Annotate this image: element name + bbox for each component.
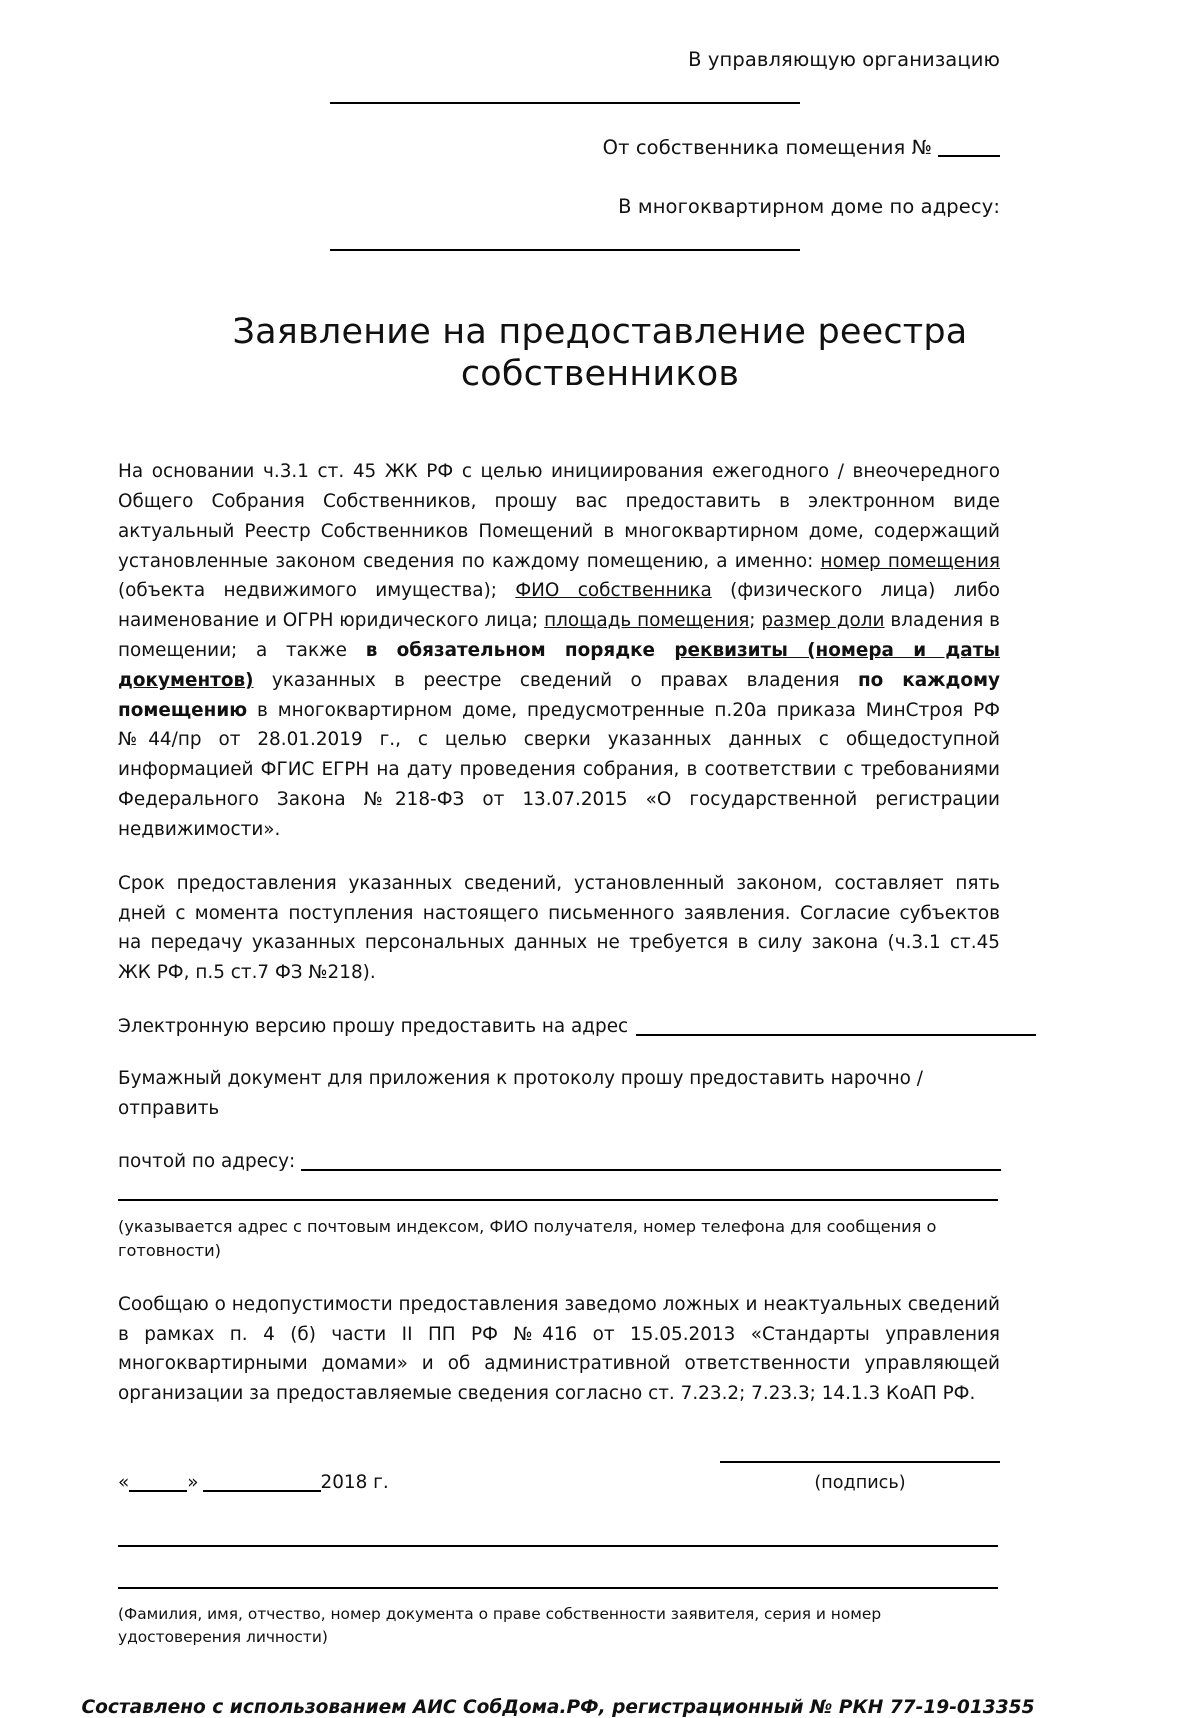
- date-month-blank[interactable]: [203, 1490, 321, 1492]
- paragraph-deadline: Срок предоставления указанных сведений, установленный законом, составляет пять дней с момента поступления настоящего письменного заявления. Согласие субъектов на передачу указанных персональных данных не требуется в силу закона (ч.3.1 ст.45 ЖК РФ, п.5 ст.7 ФЗ №218).: [118, 872, 1000, 984]
- electronic-delivery-line: [118, 1012, 1000, 1042]
- building-address-line: В многоквартирном доме по адресу:: [618, 194, 1000, 218]
- p1-seg-07: ;: [749, 610, 762, 632]
- p1-seg-01: На основании ч.3.1 ст. 45 ЖК РФ с целью инициирования ежегодного / внеочередного Общего Собрания Собственников, прошу вас предоставить в электронном виде актуальный Реестр Собственников Помещений в многоквартирном доме, содержащий установленные законом сведения по каждому помещению, а именно:: [118, 461, 1000, 572]
- document-footer: Составлено с использованием АИС СобДома.РФ, регистрационный № РКН 77-19-013355: [81, 1697, 1035, 1718]
- owner-line-label: От собственника помещения №: [602, 136, 932, 160]
- quote-close: »: [187, 1472, 199, 1494]
- p1-seg-09: владения в помещении; а также: [118, 610, 1001, 661]
- quote-open: «: [118, 1472, 130, 1494]
- p1-seg-03: (объекта недвижимого имущества);: [118, 580, 516, 602]
- email-address-blank[interactable]: [636, 1034, 1036, 1036]
- owner-line: [0, 136, 1000, 160]
- identity-blank-second[interactable]: [118, 1587, 998, 1589]
- p1-underline-owner-name: ФИО собственника: [515, 580, 712, 602]
- date-line: [118, 1472, 389, 1493]
- signature-block: [720, 1461, 1000, 1493]
- p1-underline-share-size: размер доли: [761, 610, 885, 632]
- p1-bold-each-room: по каждому помещению: [118, 669, 1000, 721]
- signature-blank[interactable]: [720, 1461, 1000, 1463]
- postal-address-note: (указывается адрес с почтовым индексом, ФИО получателя, номер телефона для сообщения о готовности): [118, 1217, 937, 1261]
- date-year: 2018 г.: [320, 1472, 389, 1494]
- p1-seg-05: (физического лица) либо наименование и ОГРН юридического лица;: [118, 580, 1000, 632]
- page-title: Заявление на предоставление реестра собственников: [232, 312, 968, 395]
- building-address-blank[interactable]: [330, 249, 800, 251]
- postal-address-line: [118, 1147, 1000, 1177]
- signature-caption: (подпись): [814, 1473, 906, 1494]
- paragraph-liability: Сообщаю о недопустимости предоставления заведомо ложных и неактуальных сведений в рамках п. 4 (б) части II ПП РФ №416 от 15.05.2013 «Стандарты управления многоквартирными домами» и об административной ответственности управляющей организации за предоставляемые сведения согласно ст. 7.23.2; 7.23.3; 14.1.3 КоАП РФ.: [118, 1293, 1000, 1405]
- paper-delivery-line: Бумажный документ для приложения к протоколу прошу предоставить нарочно / отправить: [118, 1067, 923, 1119]
- signature-row: [118, 1461, 1000, 1493]
- identity-note: (Фамилия, имя, отчество, номер документа о праве собственности заявителя, серия и номер удостоверения личности): [118, 1605, 882, 1647]
- postal-address-blank[interactable]: [301, 1169, 1001, 1171]
- p1-bold-mandatory: в обязательном порядке: [365, 640, 675, 661]
- p1-bold-underline-requisites: реквизиты (номера и даты документов): [118, 640, 1000, 691]
- date-day-blank[interactable]: [129, 1490, 187, 1492]
- p1-seg-12: указанных в реестре сведений о правах владения: [253, 669, 858, 691]
- paragraph-main: [118, 457, 1000, 845]
- addressee-line: В управляющую организацию: [688, 48, 1000, 71]
- document-body: [0, 457, 1200, 1649]
- document-header: [0, 0, 1200, 251]
- postal-address-label: почтой по адресу:: [118, 1151, 296, 1173]
- p1-seg-14: в многоквартирном доме, предусмотренные п.20а приказа МинСтроя РФ №44/пр от 28.01.2019 г., с целью сверки указанных данных с общедоступной информацией ФГИС ЕГРН на дату проведения собрания, в соответствии с требованиями Федерального Закона №218-ФЗ от 13.07.2015 «О государственной регистрации недвижимости».: [118, 699, 1000, 840]
- p1-underline-room-number: номер помещения: [820, 550, 1000, 572]
- electronic-delivery-label: Электронную версию прошу предоставить на адрес: [118, 1015, 629, 1037]
- apartment-number-blank[interactable]: [938, 155, 1000, 157]
- postal-address-blank-second[interactable]: [118, 1199, 998, 1201]
- p1-underline-room-area: площадь помещения: [544, 610, 750, 632]
